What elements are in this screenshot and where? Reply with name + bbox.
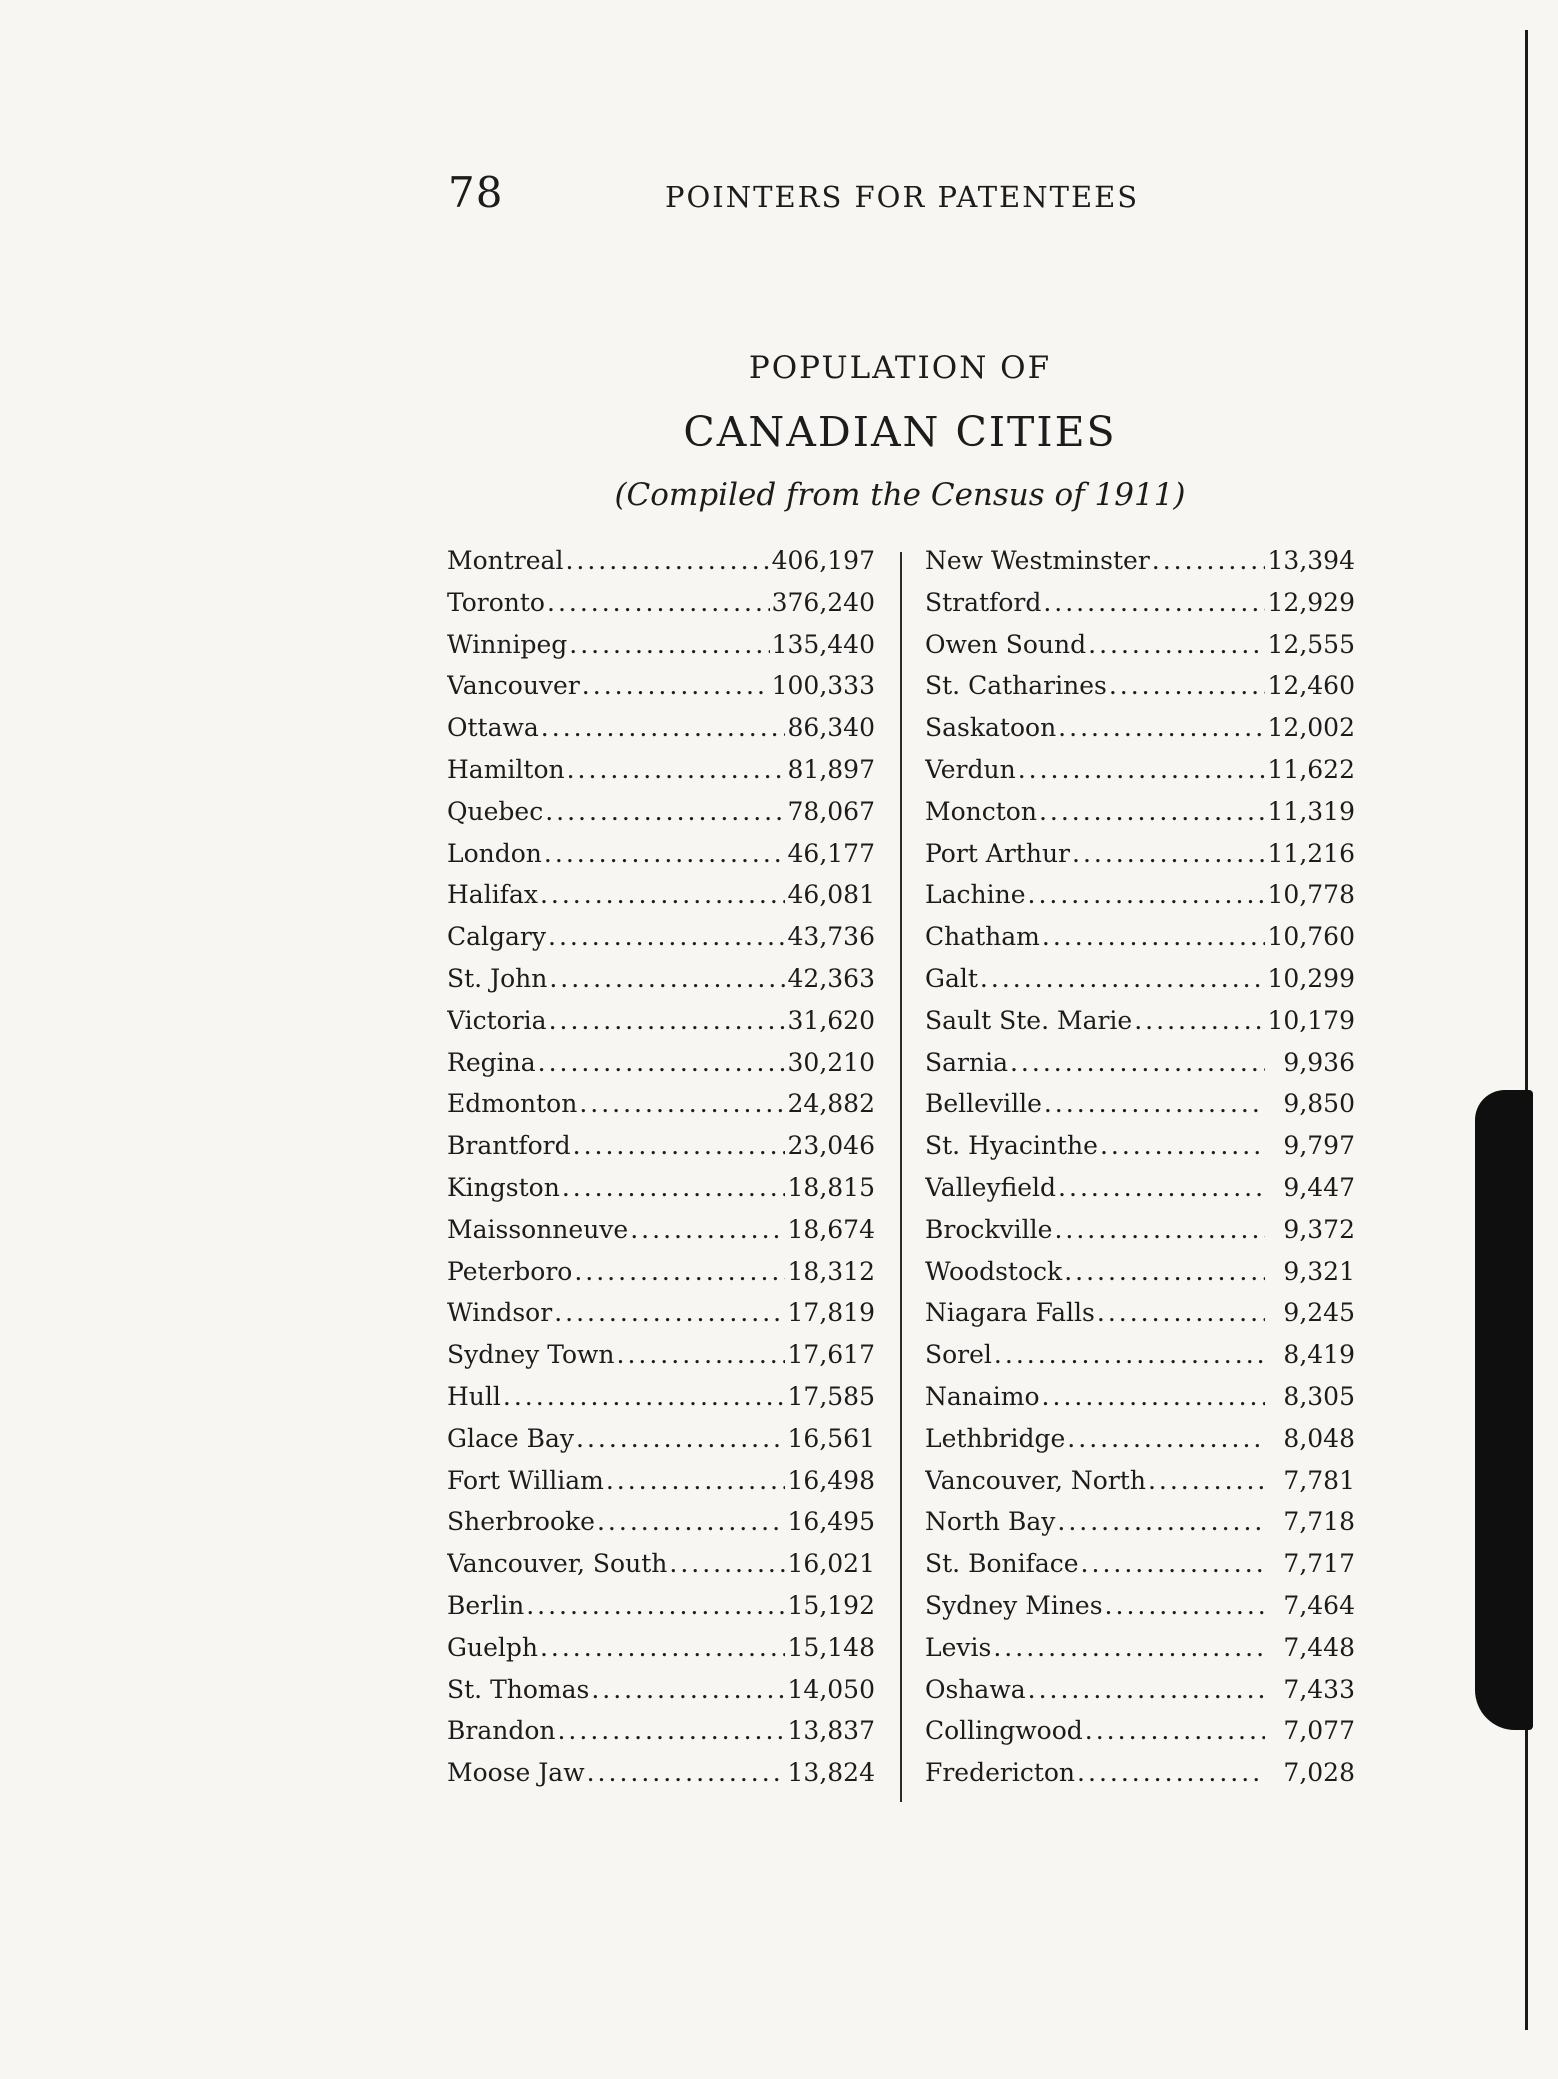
city-name: Collingwood xyxy=(925,1716,1083,1746)
leader-dots xyxy=(1081,1549,1265,1578)
table-row xyxy=(925,1466,1355,1508)
population-value: 16,495 xyxy=(787,1507,875,1537)
city-name: Sorel xyxy=(925,1340,992,1370)
leader-dots xyxy=(576,1424,785,1453)
leader-dots xyxy=(1134,1006,1265,1035)
city-name: Lethbridge xyxy=(925,1423,1066,1453)
population-value: 7,717 xyxy=(1283,1549,1355,1579)
leader-dots xyxy=(1043,588,1265,617)
table-row xyxy=(925,1340,1355,1382)
population-value: 7,028 xyxy=(1283,1758,1355,1788)
city-name: Hull xyxy=(447,1381,501,1411)
population-value: 14,050 xyxy=(787,1674,875,1704)
population-value: 7,433 xyxy=(1283,1674,1355,1704)
leader-dots xyxy=(1109,671,1265,700)
population-value: 46,177 xyxy=(787,838,875,868)
leader-dots xyxy=(548,922,785,951)
city-name: St. John xyxy=(447,963,548,993)
city-name: St. Thomas xyxy=(447,1674,590,1704)
leader-dots xyxy=(1100,1131,1265,1160)
leader-dots xyxy=(565,546,769,575)
table-row xyxy=(447,546,875,588)
leader-dots xyxy=(544,839,785,868)
city-name: Brantford xyxy=(447,1131,571,1161)
city-name: Toronto xyxy=(447,587,545,617)
leader-dots xyxy=(606,1466,785,1495)
population-value: 17,819 xyxy=(787,1298,875,1328)
population-value: 10,179 xyxy=(1267,1005,1355,1035)
population-value: 13,837 xyxy=(787,1716,875,1746)
leader-dots xyxy=(549,1006,785,1035)
population-value: 42,363 xyxy=(787,963,875,993)
population-value: 18,815 xyxy=(787,1172,875,1202)
city-name: Woodstock xyxy=(925,1256,1063,1286)
population-value: 8,048 xyxy=(1283,1423,1355,1453)
table-row xyxy=(447,1089,875,1131)
table-row xyxy=(447,1716,875,1758)
leader-dots xyxy=(1088,630,1265,659)
population-value: 12,555 xyxy=(1267,629,1355,659)
city-name: Quebec xyxy=(447,796,544,826)
leader-dots xyxy=(549,964,785,993)
table-row xyxy=(447,1131,875,1173)
city-name: Calgary xyxy=(447,922,547,952)
leader-dots xyxy=(1097,1298,1265,1327)
population-value: 23,046 xyxy=(787,1131,875,1161)
population-value: 12,460 xyxy=(1267,671,1355,701)
scan-shadow-blot xyxy=(1475,1090,1533,1730)
population-value: 7,464 xyxy=(1283,1590,1355,1620)
table-row xyxy=(925,1549,1355,1591)
population-value: 13,394 xyxy=(1267,546,1355,575)
table-row xyxy=(925,1257,1355,1299)
leader-dots xyxy=(573,1131,785,1160)
leader-dots xyxy=(1057,1507,1265,1536)
table-row xyxy=(925,839,1355,881)
leader-dots xyxy=(1072,839,1265,868)
city-name: Vancouver, North xyxy=(925,1465,1146,1495)
city-name: Halifax xyxy=(447,880,538,910)
table-row xyxy=(447,1758,875,1800)
city-name: St. Catharines xyxy=(925,671,1107,701)
table-row xyxy=(925,797,1355,839)
table-row xyxy=(447,1549,875,1591)
leader-dots xyxy=(1028,880,1265,909)
table-row xyxy=(447,1466,875,1508)
city-name: Oshawa xyxy=(925,1674,1026,1704)
leader-dots xyxy=(994,1340,1265,1369)
city-name: Saskatoon xyxy=(925,713,1057,743)
city-name: Regina xyxy=(447,1047,536,1077)
leader-dots xyxy=(1010,1048,1265,1077)
population-value: 100,333 xyxy=(771,671,875,701)
leader-dots xyxy=(540,1633,785,1662)
city-name: Fredericton xyxy=(925,1758,1076,1788)
table-row xyxy=(925,1424,1355,1466)
city-name: North Bay xyxy=(925,1507,1056,1537)
leader-dots xyxy=(1042,922,1265,951)
population-value: 9,245 xyxy=(1283,1298,1355,1328)
table-subtitle: (Compiled from the Census of 1911) xyxy=(614,477,1186,513)
leader-dots xyxy=(1028,1675,1265,1704)
city-name: New Westminster xyxy=(925,546,1150,575)
leader-dots xyxy=(1148,1466,1265,1495)
table-row xyxy=(447,880,875,922)
population-value: 43,736 xyxy=(787,922,875,952)
table-row xyxy=(925,713,1355,755)
population-value: 31,620 xyxy=(787,1005,875,1035)
leader-dots xyxy=(541,713,785,742)
column-divider xyxy=(900,552,902,1802)
scan-edge-line xyxy=(1525,30,1528,2030)
table-row xyxy=(925,588,1355,630)
city-name: Sydney Town xyxy=(447,1340,615,1370)
city-name: Port Arthur xyxy=(925,838,1071,868)
population-value: 86,340 xyxy=(787,713,875,743)
city-name: Verdun xyxy=(925,754,1016,784)
population-value: 18,312 xyxy=(787,1256,875,1286)
population-value: 7,718 xyxy=(1283,1507,1355,1537)
city-name: Hamilton xyxy=(447,754,565,784)
leader-dots xyxy=(526,1591,785,1620)
table-row xyxy=(925,1591,1355,1633)
leader-dots xyxy=(554,1298,785,1327)
running-title: POINTERS FOR PATENTEES xyxy=(665,180,1140,214)
leader-dots xyxy=(630,1215,785,1244)
leader-dots xyxy=(587,1758,785,1787)
city-name: Montreal xyxy=(447,546,564,575)
table-row xyxy=(447,1591,875,1633)
city-name: Kingston xyxy=(447,1172,560,1202)
leader-dots xyxy=(1044,1089,1265,1118)
city-name: Ottawa xyxy=(447,713,539,743)
city-name: Lachine xyxy=(925,880,1026,910)
table-row xyxy=(447,713,875,755)
city-name: Maissonneuve xyxy=(447,1214,629,1244)
table-row xyxy=(447,1298,875,1340)
table-row xyxy=(925,1633,1355,1675)
city-name: Vancouver xyxy=(447,671,580,701)
table-row xyxy=(447,1048,875,1090)
city-name: Galt xyxy=(925,963,978,993)
table-row xyxy=(447,1382,875,1424)
page-number: 78 xyxy=(448,168,504,217)
table-row xyxy=(925,1215,1355,1257)
city-name: Sherbrooke xyxy=(447,1507,595,1537)
population-value: 78,067 xyxy=(787,796,875,826)
population-value: 9,372 xyxy=(1283,1214,1355,1244)
table-row xyxy=(925,964,1355,1006)
population-value: 16,021 xyxy=(787,1549,875,1579)
table-row xyxy=(925,630,1355,672)
table-row xyxy=(925,1758,1355,1800)
population-value: 16,498 xyxy=(787,1465,875,1495)
leader-dots xyxy=(545,797,785,826)
table-row xyxy=(925,1048,1355,1090)
city-name: London xyxy=(447,838,542,868)
leader-dots xyxy=(1039,797,1265,826)
table-row xyxy=(447,671,875,713)
table-row xyxy=(925,755,1355,797)
leader-dots xyxy=(617,1340,785,1369)
leader-dots xyxy=(1058,713,1265,742)
leader-dots xyxy=(557,1716,785,1745)
table-row xyxy=(447,1675,875,1717)
population-value: 376,240 xyxy=(771,587,875,617)
population-value: 10,778 xyxy=(1267,880,1355,910)
population-value: 9,447 xyxy=(1283,1172,1355,1202)
population-value: 18,674 xyxy=(787,1214,875,1244)
population-value: 46,081 xyxy=(787,880,875,910)
population-value: 7,077 xyxy=(1283,1716,1355,1746)
city-name: Sydney Mines xyxy=(925,1590,1103,1620)
leader-dots xyxy=(1018,755,1265,784)
population-value: 135,440 xyxy=(771,629,875,659)
city-name: Sarnia xyxy=(925,1047,1008,1077)
leader-dots xyxy=(1067,1424,1265,1453)
population-value: 81,897 xyxy=(787,754,875,784)
population-value: 17,617 xyxy=(787,1340,875,1370)
city-name: Moncton xyxy=(925,796,1037,826)
leader-dots xyxy=(579,1089,785,1118)
population-value: 12,929 xyxy=(1267,587,1355,617)
table-row xyxy=(925,1507,1355,1549)
leader-dots xyxy=(574,1257,785,1286)
city-name: Belleville xyxy=(925,1089,1042,1119)
city-name: Brandon xyxy=(447,1716,556,1746)
table-row xyxy=(447,1633,875,1675)
leader-dots xyxy=(1152,546,1265,575)
city-name: Berlin xyxy=(447,1590,525,1620)
city-name: Levis xyxy=(925,1632,992,1662)
table-row xyxy=(447,922,875,964)
city-name: St. Hyacinthe xyxy=(925,1131,1098,1161)
leader-dots xyxy=(669,1549,785,1578)
city-name: Niagara Falls xyxy=(925,1298,1095,1328)
population-value: 9,850 xyxy=(1283,1089,1355,1119)
leader-dots xyxy=(582,671,770,700)
population-value: 7,781 xyxy=(1283,1465,1355,1495)
population-value: 13,824 xyxy=(787,1758,875,1788)
city-name: Winnipeg xyxy=(447,629,568,659)
leader-dots xyxy=(993,1633,1265,1662)
table-row xyxy=(925,922,1355,964)
population-value: 12,002 xyxy=(1267,713,1355,743)
table-row xyxy=(925,1089,1355,1131)
table-row xyxy=(447,1257,875,1299)
table-row xyxy=(447,1215,875,1257)
city-name: Peterboro xyxy=(447,1256,573,1286)
table-title-line2: CANADIAN CITIES xyxy=(683,408,1117,456)
table-row xyxy=(925,1173,1355,1215)
table-row xyxy=(447,797,875,839)
leader-dots xyxy=(1064,1257,1265,1286)
city-name: Moose Jaw xyxy=(447,1758,585,1788)
city-name: Stratford xyxy=(925,587,1042,617)
table-row xyxy=(447,755,875,797)
leader-dots xyxy=(562,1173,785,1202)
table-row xyxy=(447,1340,875,1382)
population-value: 8,419 xyxy=(1283,1340,1355,1370)
city-name: Windsor xyxy=(447,1298,553,1328)
leader-dots xyxy=(597,1507,785,1536)
city-name: Brockville xyxy=(925,1214,1053,1244)
table-row xyxy=(925,1131,1355,1173)
population-value: 11,319 xyxy=(1267,796,1355,826)
leader-dots xyxy=(503,1382,785,1411)
leader-dots xyxy=(547,588,770,617)
table-row xyxy=(447,630,875,672)
table-row xyxy=(447,588,875,630)
table-row xyxy=(447,1507,875,1549)
population-value: 7,448 xyxy=(1283,1632,1355,1662)
table-row xyxy=(925,1382,1355,1424)
leader-dots xyxy=(1058,1173,1265,1202)
population-value: 8,305 xyxy=(1283,1381,1355,1411)
city-name: Victoria xyxy=(447,1005,547,1035)
table-row xyxy=(925,546,1355,588)
leader-dots xyxy=(591,1675,785,1704)
table-row xyxy=(447,964,875,1006)
leader-dots xyxy=(540,880,785,909)
population-value: 17,585 xyxy=(787,1381,875,1411)
right-population-column xyxy=(925,546,1355,1800)
population-value: 16,561 xyxy=(787,1423,875,1453)
city-name: Glace Bay xyxy=(447,1423,575,1453)
population-value: 9,797 xyxy=(1283,1131,1355,1161)
population-value: 24,882 xyxy=(787,1089,875,1119)
leader-dots xyxy=(1105,1591,1265,1620)
table-row xyxy=(447,1006,875,1048)
city-name: Guelph xyxy=(447,1632,538,1662)
table-row xyxy=(925,880,1355,922)
population-value: 15,148 xyxy=(787,1632,875,1662)
city-name: Vancouver, South xyxy=(447,1549,668,1579)
table-row xyxy=(447,839,875,881)
leader-dots xyxy=(569,630,769,659)
population-value: 9,936 xyxy=(1283,1047,1355,1077)
population-value: 15,192 xyxy=(787,1590,875,1620)
leader-dots xyxy=(538,1048,785,1077)
city-name: Valleyfield xyxy=(925,1172,1057,1202)
population-value: 9,321 xyxy=(1283,1256,1355,1286)
city-name: Owen Sound xyxy=(925,629,1087,659)
table-row xyxy=(925,671,1355,713)
city-name: Nanaimo xyxy=(925,1381,1040,1411)
table-row xyxy=(925,1716,1355,1758)
city-name: St. Boniface xyxy=(925,1549,1079,1579)
population-value: 406,197 xyxy=(771,546,875,575)
table-row xyxy=(925,1675,1355,1717)
table-title-line1: POPULATION OF xyxy=(748,350,1052,386)
table-row xyxy=(925,1006,1355,1048)
city-name: Edmonton xyxy=(447,1089,578,1119)
leader-dots xyxy=(1054,1215,1265,1244)
leader-dots xyxy=(567,755,785,784)
population-value: 11,216 xyxy=(1267,838,1355,868)
population-value: 11,622 xyxy=(1267,754,1355,784)
left-population-column xyxy=(447,546,875,1800)
leader-dots xyxy=(980,964,1265,993)
population-value: 30,210 xyxy=(787,1047,875,1077)
city-name: Chatham xyxy=(925,922,1040,952)
leader-dots xyxy=(1042,1382,1265,1411)
city-name: Sault Ste. Marie xyxy=(925,1005,1133,1035)
city-name: Fort William xyxy=(447,1465,604,1495)
leader-dots xyxy=(1077,1758,1265,1787)
leader-dots xyxy=(1085,1716,1265,1745)
population-value: 10,299 xyxy=(1267,963,1355,993)
table-row xyxy=(447,1424,875,1466)
table-row xyxy=(447,1173,875,1215)
table-row xyxy=(925,1298,1355,1340)
population-value: 10,760 xyxy=(1267,922,1355,952)
